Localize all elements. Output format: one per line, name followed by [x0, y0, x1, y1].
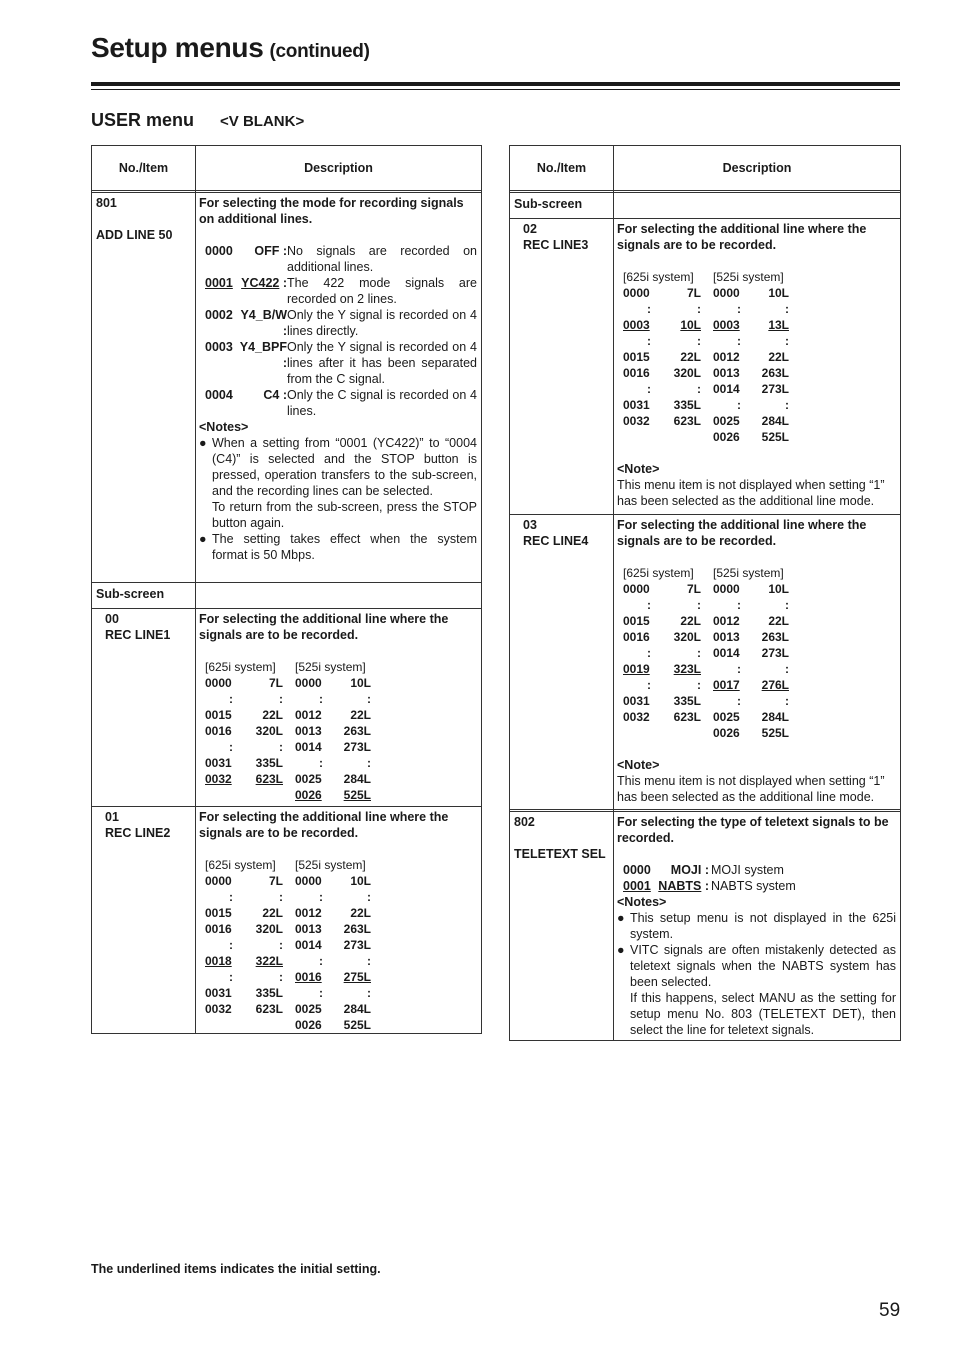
line-code: 0012 — [295, 906, 322, 920]
line-value: 22L — [350, 906, 371, 920]
note-text: To return from the sub-screen, press the STOP button again. — [212, 500, 477, 530]
line-code: : — [737, 598, 741, 612]
line-value: 284L — [343, 1002, 371, 1016]
line-code: 0013 — [295, 922, 322, 936]
item-name: REC LINE3 — [523, 238, 589, 252]
line-value: 284L — [761, 414, 789, 428]
item-intro: For selecting the type of teletext signals to be recorded. — [617, 815, 889, 845]
line-value: : — [367, 756, 371, 770]
note-heading: <Note> — [617, 758, 660, 772]
description-cell — [199, 195, 477, 563]
option-code: 0003 — [205, 340, 233, 354]
line-code: 0000 — [205, 874, 232, 888]
line-value: 284L — [761, 710, 789, 724]
line-code: 0014 — [713, 646, 740, 660]
line-value: 322L — [255, 954, 283, 968]
line-value: 335L — [255, 986, 283, 1000]
title-rule-thin — [91, 89, 900, 90]
line-code: 0017 — [713, 678, 740, 692]
line-value: 13L — [768, 318, 789, 332]
item-intro: For selecting the mode for recording signals on additional lines. — [199, 196, 464, 226]
line-value: : — [279, 692, 283, 706]
line-code: 0031 — [205, 986, 232, 1000]
line-code: 0016 — [623, 630, 650, 644]
line-code: : — [229, 938, 233, 952]
option-desc: The 422 mode signals are recorded on 2 lines. — [287, 276, 477, 306]
table-row-rec-line1 — [92, 609, 481, 807]
item-name: REC LINE2 — [105, 826, 171, 840]
line-value: 273L — [343, 740, 371, 754]
line-value: 263L — [343, 724, 371, 738]
header-no-item: No./Item — [118, 161, 169, 175]
left-menu-table — [91, 145, 482, 1034]
option-label: C4 — [263, 388, 280, 402]
line-value: 7L — [268, 874, 283, 888]
line-value: : — [785, 598, 789, 612]
line-value: : — [697, 678, 701, 692]
option-code: 0002 — [205, 308, 233, 322]
note-item — [199, 531, 477, 563]
line-code: 0026 — [713, 430, 740, 444]
line-value: 273L — [761, 382, 789, 396]
option-desc: Only the Y signal is recorded on 4 lines directly. — [287, 308, 477, 338]
header-no-item: No./Item — [536, 161, 587, 175]
line-code: 0026 — [295, 788, 322, 802]
system-525-label: [525i system] — [295, 660, 366, 674]
line-code: 0019 — [623, 662, 650, 676]
line-table — [623, 565, 896, 741]
option-desc: No signals are recorded on additional lines. — [287, 244, 477, 274]
option-desc: Only the Y signal is recorded on 4 lines after it has been separated from the C signal. — [287, 340, 477, 386]
title-rule-thick — [91, 82, 900, 86]
line-value: 22L — [768, 614, 789, 628]
line-code: 0012 — [713, 614, 740, 628]
system-625-label: [625i system] — [623, 566, 694, 580]
line-code: : — [647, 382, 651, 396]
item-number: 01 — [105, 810, 119, 824]
option-code: 0000 — [205, 244, 233, 258]
item-number: 801 — [96, 196, 117, 210]
line-code: 0025 — [295, 772, 322, 786]
option-row: 0001 NABTS : NABTS system — [617, 878, 896, 894]
line-value: : — [279, 890, 283, 904]
line-value: 10L — [768, 286, 789, 300]
line-value: 276L — [761, 678, 789, 692]
line-code: 0003 — [623, 318, 650, 332]
line-code: : — [229, 970, 233, 984]
note-text: This menu item is not displayed when setting “1” has been selected as the additional line mode. — [617, 478, 885, 508]
line-value: 10L — [680, 318, 701, 332]
footnote: The underlined items indicates the initial setting. — [91, 1262, 381, 1276]
line-code: 0015 — [623, 350, 650, 364]
note-item — [617, 942, 896, 1038]
line-table — [205, 659, 477, 803]
line-value: 525L — [343, 1018, 371, 1032]
line-value: 10L — [350, 676, 371, 690]
line-value: 7L — [686, 582, 701, 596]
line-code: 0031 — [205, 756, 232, 770]
line-value: : — [367, 954, 371, 968]
line-code: 0000 — [205, 676, 232, 690]
line-code: : — [319, 692, 323, 706]
line-value: : — [367, 890, 371, 904]
line-code: 0016 — [205, 724, 232, 738]
line-value: 273L — [761, 646, 789, 660]
line-value: : — [697, 382, 701, 396]
table-row-802 — [510, 812, 900, 1043]
option-label: MOJI — [670, 863, 702, 877]
option-row: 0002 Y4_B/W : Only the Y signal is recorded on 4 lines directly. — [205, 308, 477, 338]
line-value: 7L — [268, 676, 283, 690]
line-code: : — [647, 678, 651, 692]
line-code: 0026 — [713, 726, 740, 740]
line-table — [623, 269, 896, 445]
line-value: : — [785, 694, 789, 708]
item-name: REC LINE4 — [523, 534, 589, 548]
option-label: OFF — [254, 244, 280, 258]
line-value: 22L — [680, 350, 701, 364]
system-625-label: [625i system] — [205, 858, 276, 872]
option-code: 0004 — [205, 388, 233, 402]
bullet-icon: ● — [617, 943, 625, 957]
bullet-icon: ● — [199, 436, 207, 450]
option-label: Y4_B/W — [240, 308, 287, 322]
option-row: 0000 OFF : No signals are recorded on additional lines. — [205, 244, 477, 274]
line-code: 0032 — [623, 414, 650, 428]
line-value: 623L — [255, 772, 283, 786]
line-code: 0013 — [295, 724, 322, 738]
system-525-label: [525i system] — [713, 566, 784, 580]
line-code: : — [647, 334, 651, 348]
line-value: 22L — [768, 350, 789, 364]
line-value: : — [785, 662, 789, 676]
line-code: 0018 — [205, 954, 232, 968]
line-code: : — [319, 756, 323, 770]
item-intro: For selecting the additional line where the signals are to be recorded. — [199, 810, 449, 840]
line-value: : — [697, 598, 701, 612]
line-value: : — [697, 646, 701, 660]
line-value: 22L — [350, 708, 371, 722]
line-value: 22L — [262, 906, 283, 920]
table-row-rec-line2 — [92, 807, 481, 1033]
line-code: : — [647, 598, 651, 612]
page-title-continued: (continued) — [269, 41, 370, 62]
line-value: 335L — [673, 694, 701, 708]
subscreen-row — [510, 193, 900, 219]
line-code: 0012 — [713, 350, 740, 364]
line-value: : — [785, 334, 789, 348]
line-value: 10L — [768, 582, 789, 596]
description-cell — [199, 611, 477, 803]
option-code: 0001 — [205, 276, 233, 290]
item-cell — [514, 814, 606, 862]
line-code: : — [737, 398, 741, 412]
notes-heading: <Notes> — [199, 420, 249, 434]
table-header — [92, 146, 481, 193]
system-625-label: [625i system] — [623, 270, 694, 284]
line-code: : — [737, 302, 741, 316]
line-value: 284L — [343, 772, 371, 786]
line-code: : — [737, 662, 741, 676]
subscreen-label: Sub-screen — [514, 197, 583, 211]
line-code: 0000 — [295, 676, 322, 690]
option-code: 0001 — [623, 879, 651, 893]
line-code: 0025 — [713, 710, 740, 724]
note-item — [617, 910, 896, 942]
line-value: 623L — [673, 414, 701, 428]
line-code: 0013 — [713, 366, 740, 380]
item-cell — [523, 517, 588, 549]
section-title-text: USER menu — [91, 110, 195, 130]
item-intro: For selecting the additional line where the signals are to be recorded. — [617, 518, 867, 548]
option-label: YC422 — [241, 276, 280, 290]
description-cell — [617, 221, 896, 509]
line-code: 0000 — [295, 874, 322, 888]
line-code: 0015 — [205, 708, 232, 722]
table-row-801 — [92, 193, 481, 583]
line-code: 0000 — [713, 286, 740, 300]
options-list — [617, 862, 896, 894]
line-value: 623L — [255, 1002, 283, 1016]
page-number: 59 — [879, 1300, 901, 1321]
option-desc: Only the C signal is recorded on 4 lines. — [287, 388, 477, 418]
line-value: 525L — [761, 430, 789, 444]
line-value: 263L — [343, 922, 371, 936]
line-value: 525L — [343, 788, 371, 802]
line-code: : — [319, 954, 323, 968]
line-value: 320L — [255, 922, 283, 936]
system-525-label: [525i system] — [713, 270, 784, 284]
line-value: 22L — [680, 614, 701, 628]
right-menu-table — [509, 145, 901, 1041]
line-code: 0003 — [713, 318, 740, 332]
line-code: 0014 — [295, 938, 322, 952]
header-description: Description — [722, 161, 792, 175]
note-heading: <Note> — [617, 462, 660, 476]
line-value: 623L — [673, 710, 701, 724]
item-cell — [523, 221, 588, 253]
option-code: 0000 — [623, 863, 651, 877]
line-code: 0000 — [713, 582, 740, 596]
item-intro: For selecting the additional line where the signals are to be recorded. — [199, 612, 449, 642]
header-description: Description — [304, 161, 373, 175]
line-value: : — [279, 740, 283, 754]
subscreen-row — [92, 583, 481, 609]
line-value: 10L — [350, 874, 371, 888]
line-value: 7L — [686, 286, 701, 300]
line-value: : — [785, 398, 789, 412]
note-text: The setting takes effect when the system format is 50 Mbps. — [212, 532, 477, 562]
item-number: 00 — [105, 612, 119, 626]
line-code: 0025 — [713, 414, 740, 428]
note-item — [199, 435, 477, 531]
note-text: If this happens, select MANU as the setting for setup menu No. 803 (TELETEXT DET), then select the line for teletext signals. — [630, 991, 896, 1037]
option-row: 0004 C4 : Only the C signal is recorded on 4 lines. — [205, 388, 477, 418]
line-value: 323L — [673, 662, 701, 676]
line-value: 320L — [673, 366, 701, 380]
system-625-label: [625i system] — [205, 660, 276, 674]
line-code: 0013 — [713, 630, 740, 644]
line-code: : — [647, 646, 651, 660]
line-code: 0025 — [295, 1002, 322, 1016]
line-code: : — [319, 986, 323, 1000]
line-code: 0016 — [295, 970, 322, 984]
line-code: : — [229, 740, 233, 754]
line-table — [205, 857, 477, 1033]
page-title-text: Setup menus — [91, 32, 264, 63]
line-value: : — [367, 986, 371, 1000]
item-number: 802 — [514, 815, 535, 829]
option-desc: NABTS system — [711, 879, 796, 893]
item-cell — [105, 809, 170, 841]
item-name: REC LINE1 — [105, 628, 171, 642]
option-label: NABTS — [658, 879, 702, 893]
section-subtitle: <V BLANK> — [220, 113, 305, 130]
line-code: : — [737, 694, 741, 708]
notes-heading: <Notes> — [617, 895, 667, 909]
line-code: 0014 — [295, 740, 322, 754]
note-text: This setup menu is not displayed in the 625i system. — [630, 911, 896, 941]
note-text: VITC signals are often mistakenly detected as teletext signals when the NABTS system has been selected. — [630, 943, 896, 989]
line-value: 320L — [255, 724, 283, 738]
line-code: 0031 — [623, 694, 650, 708]
line-code: 0015 — [205, 906, 232, 920]
line-code: : — [229, 890, 233, 904]
line-code: 0000 — [623, 286, 650, 300]
line-code: 0032 — [205, 1002, 232, 1016]
line-value: 275L — [343, 970, 371, 984]
description-cell — [617, 814, 896, 1038]
line-code: 0016 — [205, 922, 232, 936]
subscreen-label: Sub-screen — [96, 587, 165, 601]
table-row-rec-line3 — [510, 219, 900, 515]
section-title — [91, 110, 304, 131]
line-value: : — [697, 334, 701, 348]
line-value: 335L — [255, 756, 283, 770]
line-code: 0016 — [623, 366, 650, 380]
table-header — [510, 146, 900, 193]
line-code: 0032 — [205, 772, 232, 786]
line-value: : — [785, 302, 789, 316]
line-value: 525L — [761, 726, 789, 740]
bullet-icon: ● — [199, 532, 207, 546]
line-code: 0031 — [623, 398, 650, 412]
item-number: 02 — [523, 222, 537, 236]
option-row: 0001 YC422 : The 422 mode signals are recorded on 2 lines. — [205, 276, 477, 306]
item-intro: For selecting the additional line where the signals are to be recorded. — [617, 222, 867, 252]
line-code: 0015 — [623, 614, 650, 628]
line-value: : — [279, 970, 283, 984]
line-code: : — [647, 302, 651, 316]
description-cell — [199, 809, 477, 1033]
line-code: 0014 — [713, 382, 740, 396]
line-code: : — [737, 334, 741, 348]
table-row-rec-line4 — [510, 515, 900, 812]
line-code: 0032 — [623, 710, 650, 724]
line-code: : — [229, 692, 233, 706]
system-525-label: [525i system] — [295, 858, 366, 872]
note-text: When a setting from “0001 (YC422)” to “0004 (C4)” is selected and the STOP button is pressed, operation transfers to the sub-screen, and the recording lines can be selected. — [212, 436, 477, 498]
item-name: ADD LINE 50 — [96, 228, 173, 242]
line-value: : — [697, 302, 701, 316]
item-cell — [105, 611, 170, 643]
option-row: 0003 Y4_BPF : Only the Y signal is recorded on 4 lines after it has been separated from the C signal. — [205, 340, 477, 386]
option-row: 0000 MOJI : MOJI system — [617, 862, 896, 878]
option-label: Y4_BPF — [239, 340, 287, 354]
line-value: 22L — [262, 708, 283, 722]
line-code: 0000 — [623, 582, 650, 596]
page-title — [91, 32, 370, 64]
item-name: TELETEXT SEL — [514, 847, 606, 861]
line-value: : — [279, 938, 283, 952]
line-value: 273L — [343, 938, 371, 952]
line-value: 263L — [761, 630, 789, 644]
options-list — [199, 243, 477, 419]
description-cell — [617, 517, 896, 805]
item-cell — [96, 195, 172, 243]
line-code: : — [319, 890, 323, 904]
line-code: 0026 — [295, 1018, 322, 1032]
line-code: 0012 — [295, 708, 322, 722]
note-text: This menu item is not displayed when setting “1” has been selected as the additional line mode. — [617, 774, 885, 804]
line-value: 320L — [673, 630, 701, 644]
item-number: 03 — [523, 518, 537, 532]
line-value: 263L — [761, 366, 789, 380]
option-desc: MOJI system — [711, 863, 784, 877]
bullet-icon: ● — [617, 911, 625, 925]
line-value: 335L — [673, 398, 701, 412]
line-value: : — [367, 692, 371, 706]
